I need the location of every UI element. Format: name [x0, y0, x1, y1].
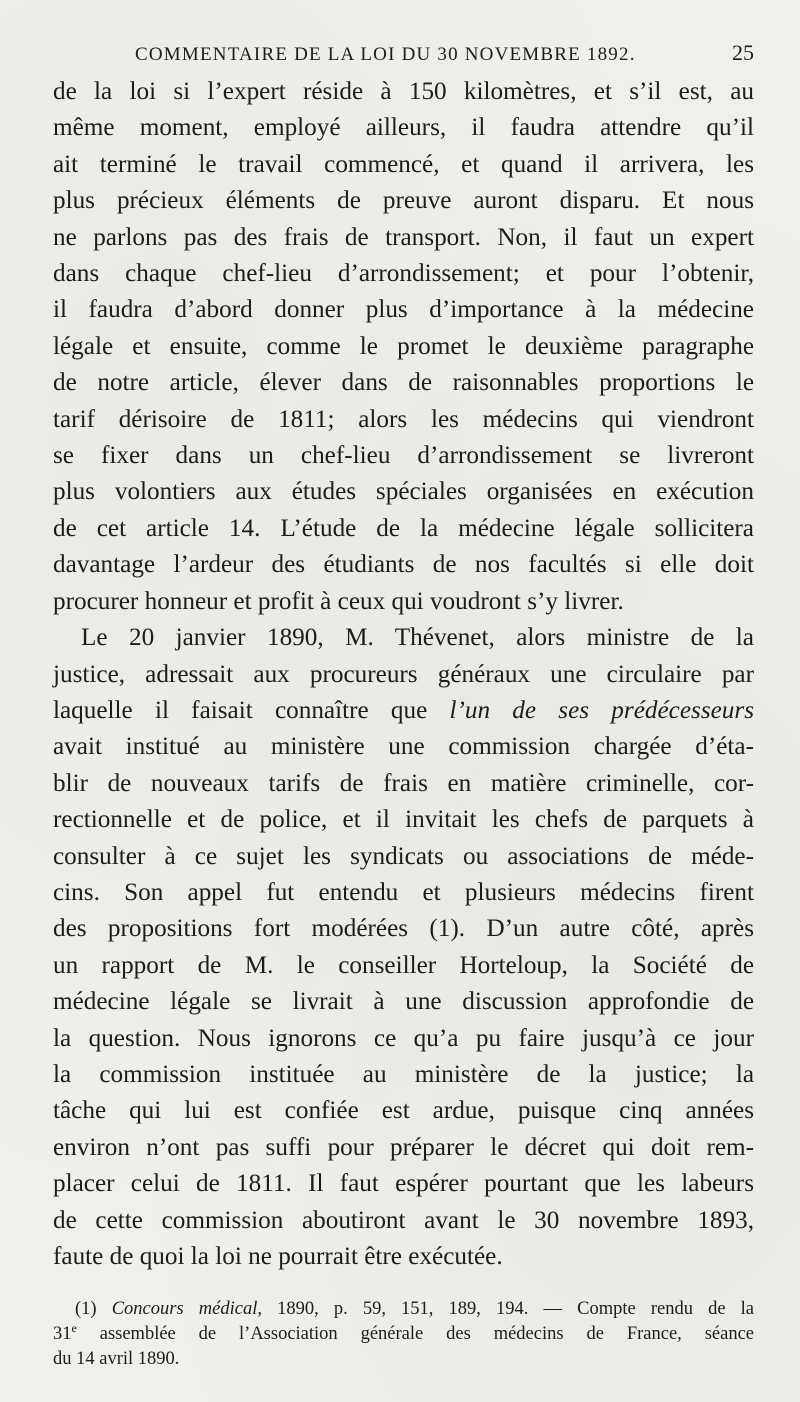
body-text	[53, 74, 754, 1275]
text-line: plus volontiers aux études spéciales organisées en exécution	[53, 478, 754, 506]
footnote-journal: Concours médical	[111, 1299, 258, 1320]
text-line: Le 20 janvier 1890, M. Thévenet, alors ministre de la	[81, 624, 754, 652]
footnote-marker: (1)	[75, 1299, 97, 1320]
text-line: faute de quoi la loi ne pourrait être exécutée.	[53, 1243, 503, 1270]
footnote-line	[53, 1322, 754, 1347]
text-line: légale et ensuite, comme le promet le deuxième paragraphe	[53, 332, 754, 360]
footnote	[53, 1297, 754, 1372]
text-line: de cette commission aboutiront avant le 30 novembre 1893,	[53, 1206, 754, 1234]
text-line: rectionnelle et de police, et il invitait les chefs de parquets à	[53, 806, 754, 834]
text-line: de cet article 14. L’étude de la médecine légale sollicitera	[53, 514, 754, 542]
footnote-ordinal-suffix: e	[71, 1321, 77, 1336]
text-line: médecine légale se livrait à une discussion approfondie de	[53, 988, 754, 1016]
text-line: consulter à ce sujet les syndicats ou associations de méde-	[53, 842, 754, 870]
footnote-line	[53, 1297, 754, 1322]
text-line: dans chaque chef-lieu d’arrondissement; et pour l’obtenir,	[53, 260, 754, 288]
text-line: ne parlons pas des frais de transport. Non, il faut un expert	[53, 223, 754, 251]
text-line: la commission instituée au ministère de la justice; la	[53, 1060, 754, 1088]
text-line: tarif dérisoire de 1811; alors les médecins qui viendront	[53, 405, 754, 433]
text-line: environ n’ont pas suffi pour préparer le décret qui doit rem-	[53, 1133, 754, 1161]
footnote-ordinal: 31	[53, 1324, 72, 1345]
text-line: procurer honneur et profit à ceux qui voudront s’y livrer.	[53, 587, 624, 615]
text-line: blir de nouveaux tarifs de frais en matière criminelle, cor-	[53, 769, 754, 797]
text-line: la question. Nous ignorons ce qu’a pu faire jusqu’à ce jour	[53, 1024, 754, 1052]
footnote-text: , 1890, p. 59, 151, 189, 194. — Compte rendu de la	[257, 1299, 755, 1320]
text-line: placer celui de 1811. Il faut espérer pourtant que les labeurs	[53, 1170, 754, 1198]
text-line: il faudra d’abord donner plus d’importance à la médecine	[53, 296, 754, 324]
footnote-line: du 14 avril 1890.	[53, 1349, 180, 1370]
text-line: justice, adressait aux procureurs généraux une circulaire par	[53, 660, 754, 688]
text-line: se fixer dans un chef-lieu d’arrondissement se livreront	[53, 442, 754, 470]
text-line: ait terminé le travail commencé, et quand il arrivera, les	[53, 150, 754, 178]
text-line: de la loi si l’expert réside à 150 kilomètres, et s’il est, au	[53, 78, 754, 105]
running-title: COMMENTAIRE DE LA LOI DU 30 NOVEMBRE 1892.	[135, 44, 636, 65]
text-line: davantage l’ardeur des étudiants de nos facultés si elle doit	[53, 551, 754, 579]
running-head	[53, 40, 754, 66]
text-line: tâche qui lui est confiée est ardue, puisque cinq années	[53, 1097, 754, 1125]
text-line: plus précieux éléments de preuve auront disparu. Et nous	[53, 187, 754, 215]
text-line: cins. Son appel fut entendu et plusieurs médecins firent	[53, 878, 754, 906]
text-line-with-italic	[53, 693, 754, 729]
footnote-text: assemblée de l’Association générale des médecins de France, séance	[76, 1324, 754, 1345]
text-line: avait institué au ministère une commission chargée d’éta-	[53, 733, 754, 761]
italic-phrase: l’un de ses prédécesseurs	[449, 696, 754, 724]
text-fragment: laquelle il faisait connaître que	[53, 696, 428, 724]
text-line: des propositions fort modérées (1). D’un autre côté, après	[53, 915, 754, 943]
text-line: de notre article, élever dans de raisonnables proportions le	[53, 369, 754, 397]
page-number: 25	[732, 40, 754, 65]
text-line: même moment, employé ailleurs, il faudra attendre qu’il	[53, 114, 754, 142]
text-line: un rapport de M. le conseiller Horteloup, la Société de	[53, 951, 754, 979]
